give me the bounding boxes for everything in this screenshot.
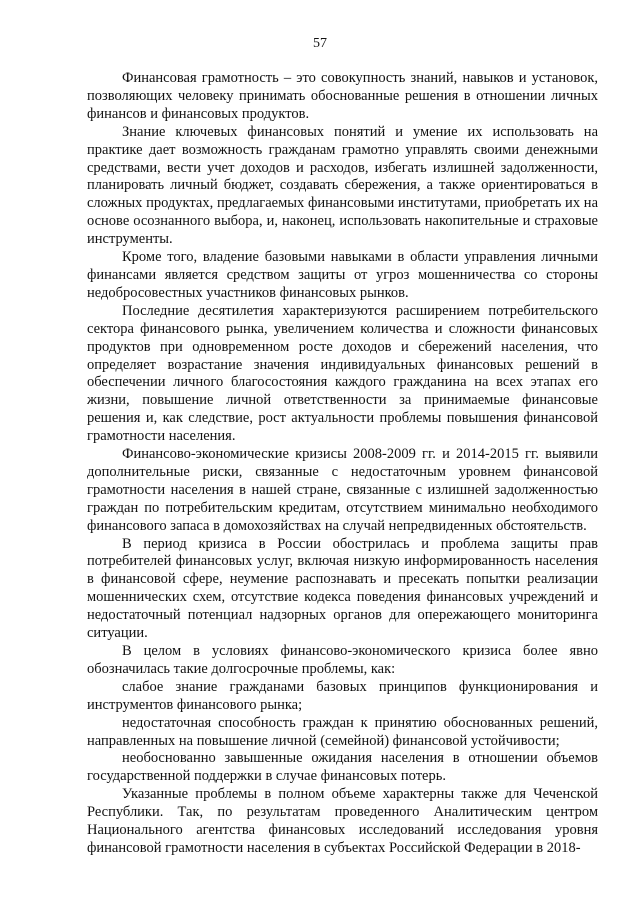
list-item-decision-ability: недостаточная способность граждан к принятию обоснованных решений, направленных на повышение личной (семейной) финансовой устойчивости; <box>87 714 598 749</box>
paragraph-definition: Финансовая грамотность – это совокупность знаний, навыков и установок, позволяющих человеку принимать обоснованные решения в отношении личных финансов и финансовых продуктов. <box>87 70 598 122</box>
paragraph-key-concepts: Знание ключевых финансовых понятий и умение их использовать на практике дает возможность гражданам грамотно управлять своими денежными средствами, вести учет доходов и расходов, избегать излишней задолженности, планировать личный бюджет, создавать сбережения, а также ориентироваться в сложных продуктах, предлагаемых финансовыми институтами, приобретать их на основе осознанного выбора, и, наконец, использовать накопительные и страховые инструменты. <box>87 123 598 248</box>
list-item-expectations: необоснованно завышенные ожидания населения в отношении объемов государственной поддержки в случае финансовых потерь. <box>87 750 598 785</box>
paragraph-consumer-protection: В период кризиса в России обострилась и проблема защиты прав потребителей финансовых услуг, включая низкую информированность населения в финансовой сфере, неумение распознавать и пресекать попытки реализации мошеннических схем, отсутствие кодекса поведения финансовых учреждений и недостаточный потенциал надзорных органов для опережающего мониторинга ситуации. <box>87 535 598 642</box>
paragraph-chechen-republic: Указанные проблемы в полном объеме характерны также для Чеченской Республики. Так, по результатам проведенного Аналитическим центром Национального агентства финансовых исследований исследования уровня финансовой грамотности населения в субъектах Российской Федерации в 2018- <box>87 786 598 856</box>
paragraph-recent-decades: Последние десятилетия характеризуются расширением потребительского сектора финансового рынка, увеличением количества и сложности финансовых продуктов при одновременном росте доходов и сбережений населения, что определяет возрастание значения индивидуальных финансовых решений в обеспечении личного благосостояния каждого гражданина на всех этапах его жизни, повышение личной ответственности за принимаемые финансовые решения и, как следствие, рост актуальности проблемы повышения финансовой грамотности населения. <box>87 302 598 445</box>
body-text <box>87 70 598 858</box>
paragraph-long-term-problems: В целом в условиях финансово-экономического кризиса более явно обозначилась такие долгосрочные проблемы, как: <box>87 643 598 677</box>
paragraph-fraud-protection: Кроме того, владение базовыми навыками в области управления личными финансами является средством защиты от угроз мошенничества со стороны недобросовестных участников финансовых рынков. <box>87 249 598 301</box>
page-number: 57 <box>313 36 327 51</box>
list-item-weak-knowledge: слабое знание гражданами базовых принципов функционирования и инструментов финансового рынка; <box>87 678 598 713</box>
paragraph-crises: Финансово-экономические кризисы 2008-2009 гг. и 2014-2015 гг. выявили дополнительные риски, связанные с недостаточным уровнем финансовой грамотности населения в нашей стране, связанные с излишней задолженностью граждан по потребительским кредитам, отсутствием минимально необходимого финансового запаса в домохозяйствах на случай непредвиденных обстоятельств. <box>87 446 598 534</box>
